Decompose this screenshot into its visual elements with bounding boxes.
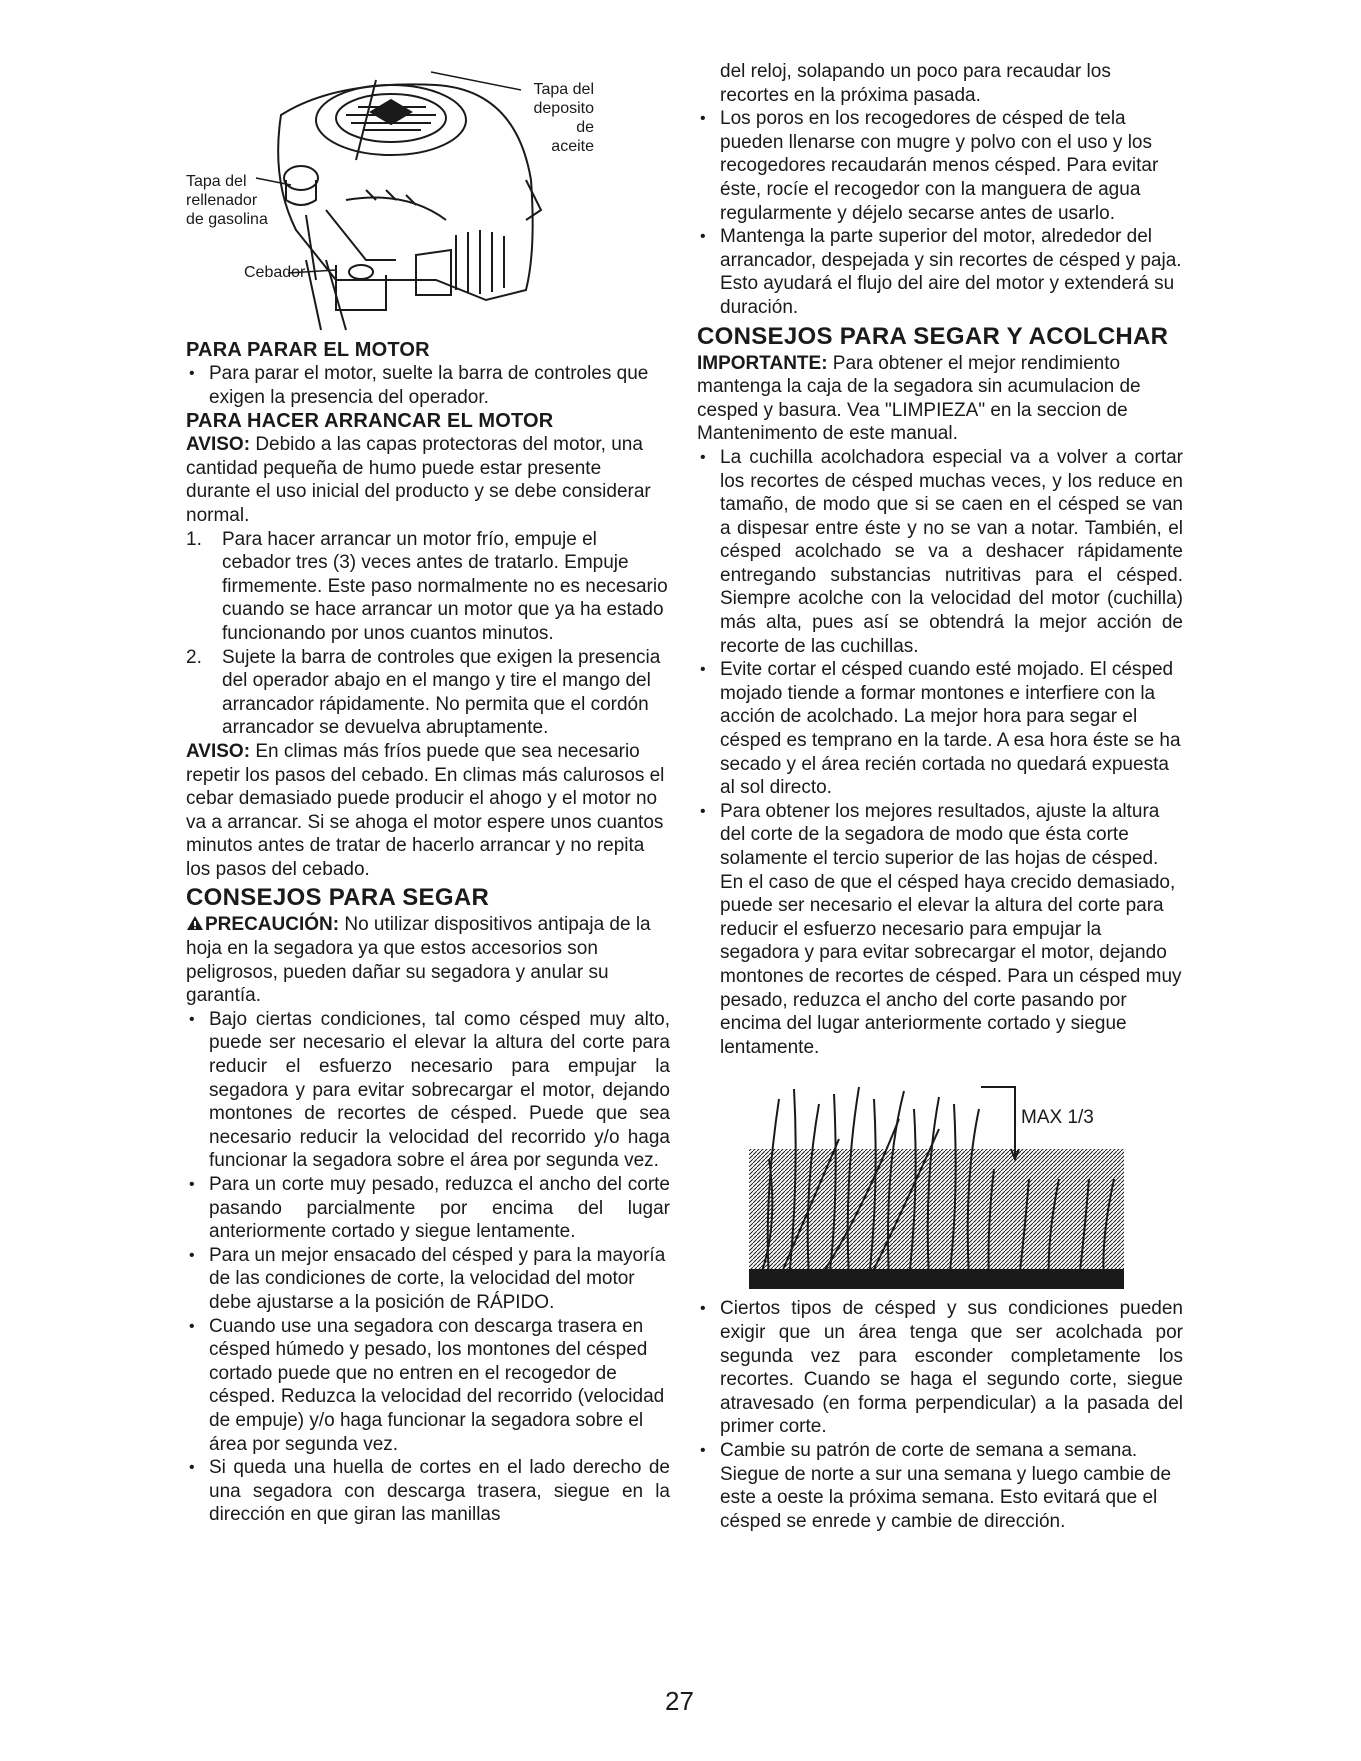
stop-engine-heading: PARA PARAR EL MOTOR: [186, 339, 430, 361]
important-paragraph: [697, 352, 1183, 446]
left-column: [186, 60, 670, 1527]
start-engine-heading: PARA HACER ARRANCAR EL MOTOR: [186, 410, 554, 433]
max-cut-label: MAX 1/3: [1021, 1107, 1094, 1129]
start-steps: [186, 528, 670, 740]
continuation-text: del reloj, solapando un poco para recaudar los recortes en la próxima pasada.: [720, 61, 1111, 106]
step-number: 1.: [186, 528, 202, 550]
aviso2-label: AVISO:: [186, 740, 251, 762]
aviso-text: Debido a las capas protectoras del motor, una cantidad pequeña de humo puede estar presente durante el uso inicial del producto y se debe considerar normal.: [186, 434, 651, 526]
caution-label: PRECAUCIÓN:: [205, 914, 340, 936]
step-text: Para hacer arrancar un motor frío, empuje el cebador tres (3) veces antes de tratarlo. Empuje firmemente. Este paso normalmente no es necesario cuando se hace arrancar un motor que ya ha estado funcionando por unos cuantos minutos.: [222, 528, 668, 644]
right-column: [697, 60, 1183, 1533]
bagging-tips-list: [697, 107, 1183, 319]
list-item: • Ciertos tipos de césped y sus condiciones pueden exigir que un área tenga que ser acolchada por segunda vez para esconder completamente los recortes. Cuando se haga el segundo corte, siegue atravesado (en forma perpendicular) a la pasada del primer corte.: [697, 1297, 1183, 1439]
caution-text: No utilizar dispositivos antipaja de la hoja en la segadora ya que estos accesorios son peligrosos, pueden dañar su segadora y anular su garantía.: [186, 914, 651, 1007]
stop-engine-list: [186, 362, 670, 409]
list-item: • Para un mejor ensacado del césped y para la mayoría de las condiciones de corte, la velocidad del motor debe ajustarse a la posición de RÁPIDO.: [186, 1244, 670, 1315]
list-item: • Mantenga la parte superior del motor, alrededor del arrancador, despejada y sin recortes de césped y paja. Esto ayudará el flujo del aire del motor y extenderá su duración.: [697, 225, 1183, 319]
mulching-tips-heading: CONSEJOS PARA SEGAR Y ACOLCHAR: [697, 322, 1169, 350]
important-text: Para obtener el mejor rendimiento mantenga la caja de la segadora sin acumulacion de cesped y basura. Vea "LIMPIEZA" en la seccion de Mantenimento de este manual.: [697, 352, 1141, 445]
pattern-tips-list: [697, 1297, 1183, 1533]
page-number: 27: [665, 1686, 694, 1716]
list-item: • Cambie su patrón de corte de semana a semana. Siegue de norte a sur una semana y luego cambie de este a oeste la próxima semana. Esto evitará que el césped se enrede y cambie de dirección.: [697, 1439, 1183, 1533]
mulching-tips-list: [697, 446, 1183, 1059]
aviso2-text: En climas más fríos puede que sea necesario repetir los pasos del cebado. En climas más calurosos el cebar demasiado puede producir el ahogo y el motor no va a arrancar. Si se ahoga el motor espere unos cuantos minutos antes de tratar de hacerlo arrancar y no repita los pasos del cebado.: [186, 740, 665, 880]
important-label: IMPORTANTE:: [697, 352, 828, 374]
list-item: • Para un corte muy pesado, reduzca el ancho del corte pasando parcialmente por encima del lugar anteriormente cortado y siegue lentamente.: [186, 1173, 670, 1244]
list-item: • Para obtener los mejores resultados, ajuste la altura del corte de la segadora de modo que ésta corte solamente el tercio superior de las hojas de césped. En el caso de que el césped haya crecido demasiado, puede ser necesario el elevar la altura del corte para reducir el esfuerzo necesario para empujar la segadora y para evitar sobrecargar el motor, dejando montones de recortes de césped. Para un césped muy pesado, reduzca el ancho del corte pasando por encima del lugar anteriormente cortado y siegue lentamente.: [697, 800, 1183, 1060]
list-item: • Si queda una huella de cortes en el lado derecho de una segadora con descarga trasera, siegue en la dirección en que giran las manillas: [186, 1456, 670, 1527]
mowing-tips-heading: CONSEJOS PARA SEGAR: [186, 884, 490, 912]
oil-cap-callout: Tapa del deposito de aceite: [533, 81, 594, 155]
primer-callout: Cebador: [244, 264, 306, 281]
aviso-paragraph: [186, 433, 670, 527]
warning-icon: [186, 915, 204, 931]
aviso-label: AVISO:: [186, 434, 251, 456]
engine-figure: [186, 60, 670, 338]
mowing-tips-list: [186, 1008, 670, 1527]
list-item: • Evite cortar el césped cuando esté mojado. El césped mojado tiende a formar montones e interfiere con la acción de acolchado. La mejor hora para segar el césped es temprano en la tarde. A esa hora éste se ha secado y el área recién cortada no quedará expuesta al sol directo.: [697, 658, 1183, 800]
step-number: 2.: [186, 646, 202, 668]
list-item: • Los poros en los recogedores de césped de tela pueden llenarse con mugre y polvo con el uso y los recogedores recaudarán menos césped. Para evitar éste, rocíe el recogedor con la manguera de agua regularmente y déjelo secarse antes de usarlo.: [697, 107, 1183, 225]
list-item: [186, 528, 670, 646]
list-item: • Cuando use una segadora con descarga trasera en césped húmedo y pesado, los montones del césped cortado puede que no entren en el recogedor de césped. Reduzca la velocidad del recorrido (velocidad de empuje) y/o haga funcionar la segadora sobre el área por segunda vez.: [186, 1315, 670, 1457]
aviso2-paragraph: [186, 740, 670, 882]
step-text: Sujete la barra de controles que exigen la presencia del operador abajo en el mango y tire el mango del arrancador rápidamente. No permita que el cordón arrancador se devuelva abruptamente.: [222, 646, 661, 739]
caution-paragraph: [186, 913, 670, 1007]
fuel-cap-callout: Tapa del rellenador de gasolina: [186, 173, 268, 228]
list-item: • Para parar el motor, suelte la barra de controles que exigen la presencia del operador.: [186, 362, 670, 409]
grass-height-figure: [749, 1079, 1129, 1289]
list-item: • Bajo ciertas condiciones, tal como césped muy alto, puede ser necesario el elevar la altura del corte para reducir el esfuerzo necesario para empujar la segadora y para evitar sobrecargar el motor, dejando montones de recortes de césped. Puede que sea necesario reducir la velocidad del recorrido y/o haga funcionar la segadora sobre el área por segunda vez.: [186, 1008, 670, 1173]
list-item: [186, 646, 670, 740]
list-item: • La cuchilla acolchadora especial va a volver a cortar los recortes de césped muchas veces, y los reduce en tamaño, de modo que si se caen en el césped se van a dispesar entre éste y no se van a notar. También, el césped acolchado se va a deshacer rápidamente entregando substancias nutritivas para el césped. Siempre acolche con la velocidad del motor (cuchilla) más alta, pues así se obtendrá la mejor acción de recorte de las cuchillas.: [697, 446, 1183, 658]
